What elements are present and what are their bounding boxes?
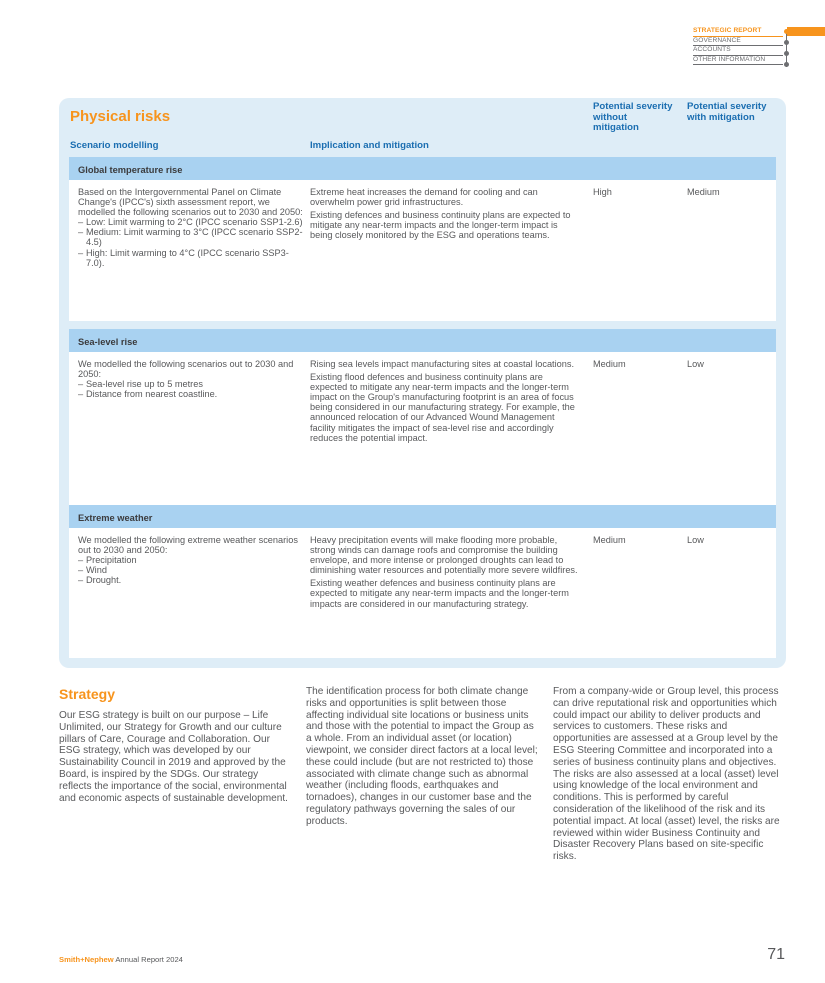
scenario-intro: We modelled the following extreme weather scenarios out to 2030 and 2050: <box>78 535 298 556</box>
panel-title: Physical risks <box>70 108 171 125</box>
implication-paragraph: Heavy precipitation events will make flooding more probable, strong winds can damage roofs and compromise the building envelope, and more intense or prolonged droughts can lead to diminishing water resources and potentially more severe wildfires. <box>310 535 578 576</box>
risk-section-extreme-weather <box>69 505 776 658</box>
severity-with-value: Medium <box>687 187 720 197</box>
nav-dot <box>784 51 789 56</box>
implication-paragraph: Existing defences and business continuity plans are expected to mitigate any near-term impacts and the longer-term impact is being closely monitored by the ESG and operations teams. <box>310 210 571 241</box>
scenario-item: – Wind <box>78 565 303 575</box>
column-header-severity-with: Potential severity with mitigation <box>687 101 767 123</box>
section-header: Sea-level rise <box>69 329 776 352</box>
scenario-item: – High: Limit warming to 4°C (IPCC scenario SSP3-7.0). <box>78 248 303 268</box>
implication-cell <box>310 187 582 243</box>
section-header: Global temperature rise <box>69 157 776 180</box>
scenario-intro: Based on the Intergovernmental Panel on Climate Change's (IPCC's) sixth assessment report, we modelled the following scenarios out to 2030 and 2050: <box>78 187 303 218</box>
scenario-item: – Distance from nearest coastline. <box>78 389 303 399</box>
report-name: Annual Report 2024 <box>115 955 183 964</box>
risk-section-sea-level <box>69 329 776 505</box>
scenario-cell <box>78 359 303 399</box>
implication-paragraph: Rising sea levels impact manufacturing sites at coastal locations. <box>310 359 575 369</box>
scenario-item: – Drought. <box>78 575 303 585</box>
scenario-item: – Sea-level rise up to 5 metres <box>78 379 303 389</box>
column-header-severity-without: Potential severity without mitigation <box>593 101 673 134</box>
nav-dot-active <box>784 29 789 34</box>
physical-risks-panel <box>59 98 786 668</box>
active-section-tab <box>787 27 825 36</box>
column-header-implication: Implication and mitigation <box>310 140 429 151</box>
strategy-paragraph: From a company-wide or Group level, this process can drive reputational risk and opportunities which could impact our ability to deliver products and services to customers. These risks and opportunities are assessed at a Group level by the ESG Steering Committee and incorporated into a series of business continuity plans and objectives. The risks are also assessed at a local (asset) level using knowledge of the local environment and conditions. This is performed by careful consideration of the likelihood of the risk and its potential impact. At local (asset) level, the risks are reviewed within wider Business Continuity and Disaster Recovery Plans based on site-specific risks. <box>553 686 780 863</box>
section-body <box>69 352 776 505</box>
scenario-item: – Low: Limit warming to 2°C (IPCC scenario SSP1-2.6) <box>78 217 303 227</box>
strategy-heading: Strategy <box>59 686 116 702</box>
brand-name: Smith+Nephew <box>59 955 114 964</box>
section-body <box>69 528 776 658</box>
nav-other-information[interactable]: OTHER INFORMATION <box>693 56 783 66</box>
scenario-intro: We modelled the following scenarios out to 2030 and 2050: <box>78 359 294 380</box>
scenario-item: – Medium: Limit warming to 3°C (IPCC scenario SSP2-4.5) <box>78 227 303 247</box>
page-number: 71 <box>767 946 785 963</box>
strategy-paragraph: The identification process for both climate change risks and opportunities is split between those affecting individual site locations or business units and those with the potential to impact the Group as a whole. From an individual asset (or location) viewpoint, we consider direct factors at a local level; these could include (but are not restricted to) those associated with climate change such as abnormal weather (including floods, earthquakes and tornadoes), changes in our customer base and the regulatory pathways governing the sales of our products. <box>306 686 538 827</box>
risk-section-global-temperature <box>69 157 776 321</box>
footer <box>59 955 183 964</box>
severity-without-value: Medium <box>593 359 626 369</box>
scenario-cell <box>78 187 303 268</box>
severity-with-value: Low <box>687 359 704 369</box>
section-header: Extreme weather <box>69 505 776 528</box>
nav-dot <box>784 62 789 67</box>
implication-cell <box>310 535 582 612</box>
implication-paragraph: Existing weather defences and business continuity plans are expected to mitigate any near-term impacts and the longer-term impacts are considered in our manufacturing strategy. <box>310 578 569 609</box>
implication-paragraph: Existing flood defences and business continuity plans are expected to mitigate any near-term impacts and the longer-term impact on the Group's manufacturing footprint is an area of focus being considered in our manufacturing strategy. For example, the announced relocation of our Advanced Wound Management facility mitigates the impact of sea-level rise and accordingly reduces the potential impact. <box>310 372 575 443</box>
section-navigation <box>693 27 783 65</box>
column-header-scenario: Scenario modelling <box>70 140 159 151</box>
severity-with-value: Low <box>687 535 704 545</box>
implication-cell <box>310 359 582 446</box>
scenario-list <box>78 217 303 267</box>
nav-strategic-report[interactable]: STRATEGIC REPORT <box>693 27 783 37</box>
severity-without-value: Medium <box>593 535 626 545</box>
nav-dot <box>784 40 789 45</box>
scenario-list <box>78 379 303 399</box>
section-body <box>69 180 776 321</box>
strategy-paragraph: Our ESG strategy is built on our purpose – Life Unlimited, our Strategy for Growth and our culture pillars of Care, Courage and Collaboration. Our ESG strategy, which was developed by our Sustainability Council in 2019 and approved by the Board, is inspired by the SDGs. Our strategy reflects the importance of the social, environmental and economic aspects of sustainable development. <box>59 710 288 804</box>
scenario-item: – Precipitation <box>78 555 303 565</box>
scenario-list <box>78 555 303 585</box>
scenario-cell <box>78 535 303 585</box>
nav-governance[interactable]: GOVERNANCE <box>693 37 783 47</box>
nav-accounts[interactable]: ACCOUNTS <box>693 46 783 56</box>
implication-paragraph: Extreme heat increases the demand for cooling and can overwhelm power grid infrastructures. <box>310 187 538 208</box>
severity-without-value: High <box>593 187 612 197</box>
